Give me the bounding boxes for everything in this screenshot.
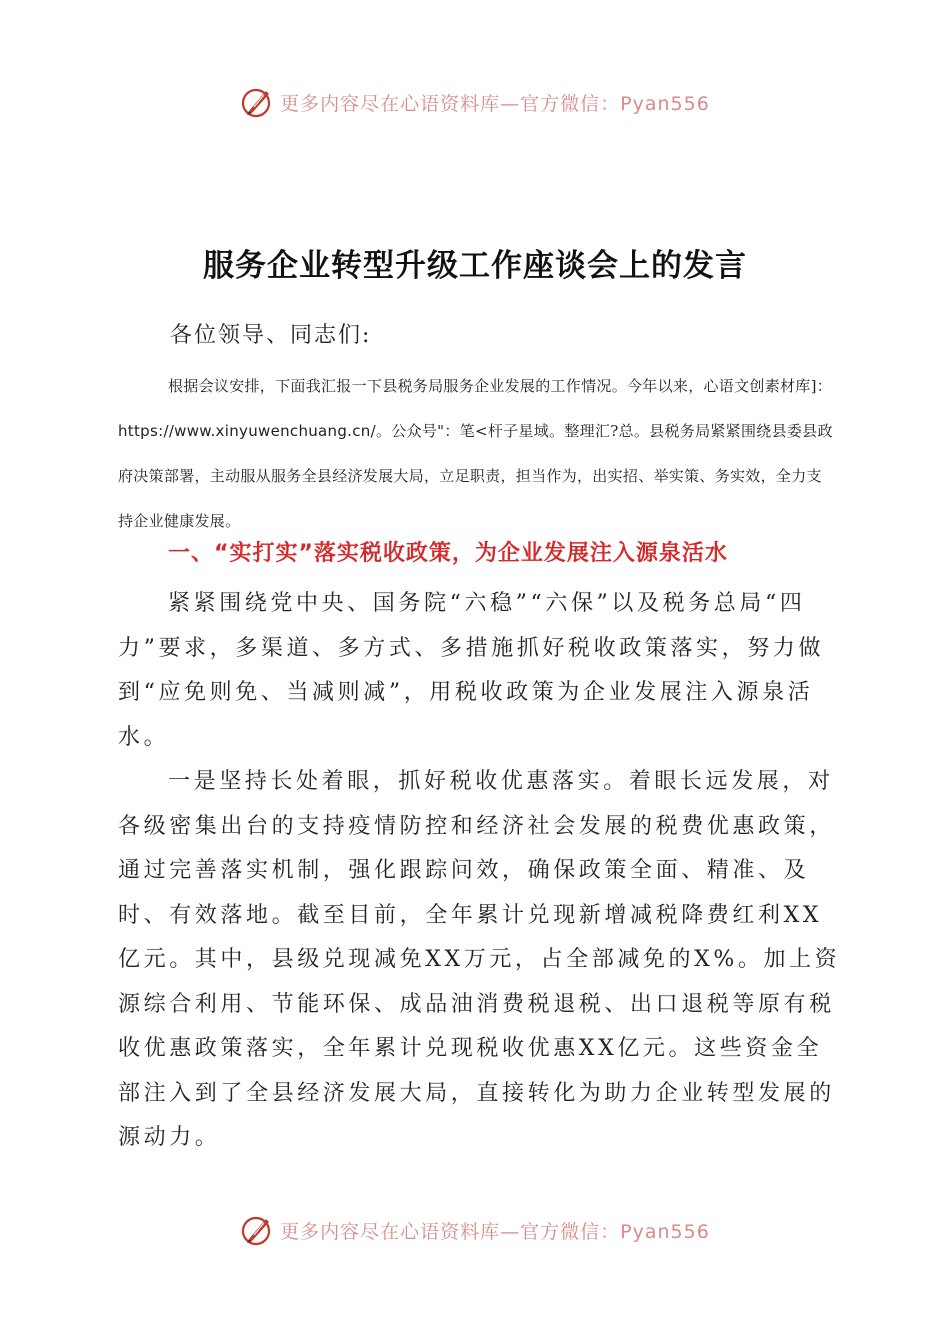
intro-paragraph <box>118 364 834 544</box>
intro-text-part1: 根据会议安排，下面我汇报一下县税务局服务企业发展的工作情况。今年以来，心语文创素材库]： <box>168 377 833 395</box>
section-heading-1: 一、“实打实”落实税收政策，为企业发展注入源泉活水 <box>168 541 728 566</box>
quill-pen-logo-icon <box>240 1213 274 1247</box>
document-title: 服务企业转型升级工作座谈会上的发言 <box>203 248 747 284</box>
intro-text-part2: 。公众号"：笔<杆子星域。整理汇?总。县税务局紧紧围绕县委县政府决策部署，主动服从服务全县经济发展大局，立足职责，担当作为，出实招、举实策、务实效，全力支持企业健康发展。 <box>118 422 833 530</box>
banner-wechat-id: Pyan556 <box>620 92 710 115</box>
banner-text <box>280 1217 710 1244</box>
banner-cn-text: 更多内容尽在心语资料库—官方微信： <box>280 1220 621 1243</box>
footer-watermark-banner <box>0 1212 950 1248</box>
banner-cn-text: 更多内容尽在心语资料库—官方微信： <box>280 92 621 115</box>
body-paragraph-2: 一是坚持长处着眼，抓好税收优惠落实。着眼长远发展，对各级密集出台的支持疫情防控和经济社会发展的税费优惠政策，通过完善落实机制，强化跟踪问效，确保政策全面、精准、及时、有效落地。截至目前，全年累计兑现新增减税降费红利XX亿元。其中，县级兑现减免XX万元，占全部减免的X%。加上资源综合利用、节能环保、成品油消费税退税、出口退税等原有税收优惠政策落实，全年累计兑现税收优惠XX亿元。这些资金全部注入到了全县经济发展大局，直接转化为助力企业转型发展的源动力。 <box>118 769 841 1150</box>
banner-text <box>280 89 710 116</box>
banner-wechat-id: Pyan556 <box>620 1220 710 1243</box>
intro-url-link[interactable]: https://www.xinyuwenchuang.cn/ <box>118 422 376 440</box>
body-paragraph-1: 紧紧围绕党中央、国务院“六稳”“六保”以及税务总局“四力”要求，多渠道、多方式、多措施抓好税收政策落实，努力做到“应免则免、当减则减”，用税收政策为企业发展注入源泉活水。 <box>118 591 825 750</box>
quill-pen-logo-icon <box>240 85 274 119</box>
greeting: 各位领导、同志们: <box>170 323 372 348</box>
header-watermark-banner <box>0 84 950 120</box>
